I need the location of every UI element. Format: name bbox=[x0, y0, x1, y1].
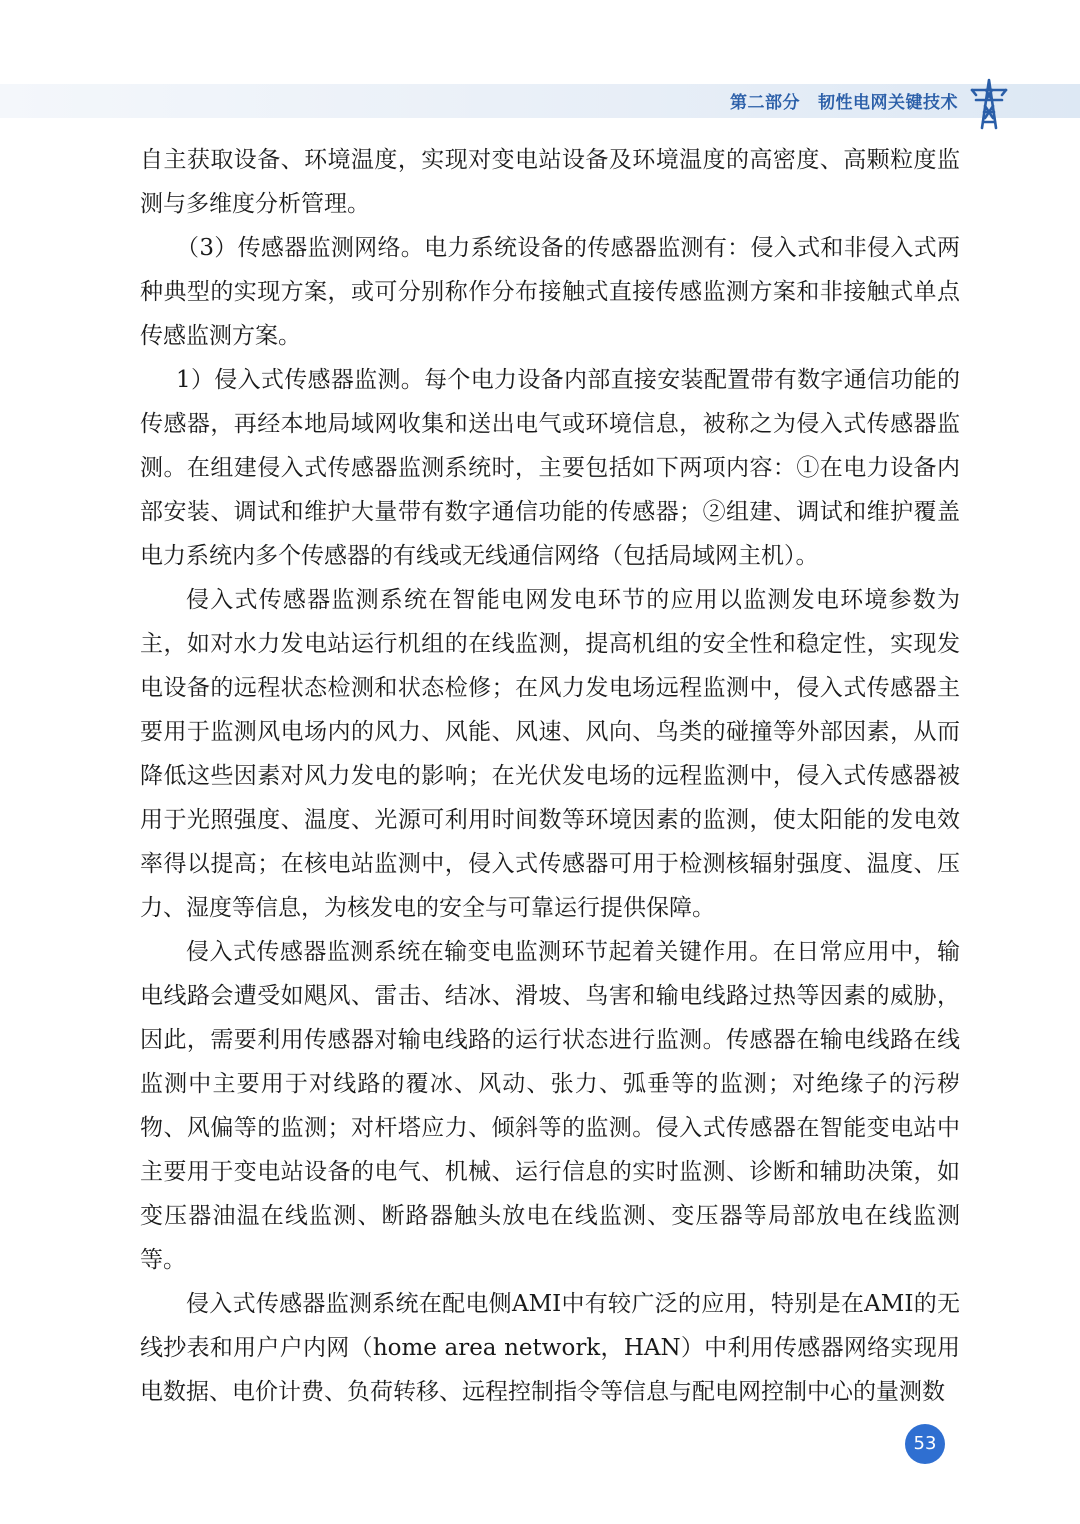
paragraph-sensor-network: （3）传感器监测网络。电力系统设备的传感器监测有：侵入式和非侵入式两种典型的实现方案，或可分别称作分布接触式直接传感监测方案和非接触式单点传感监测方案。 bbox=[140, 235, 960, 349]
power-tower-icon bbox=[966, 78, 1012, 130]
page-number-badge: 53 bbox=[905, 1424, 945, 1464]
running-header bbox=[730, 90, 958, 116]
paragraph-transmission: 侵入式传感器监测系统在输变电监测环节起着关键作用。在日常应用中，输电线路会遭受如飓风、雷击、结冰、滑坡、鸟害和输电线路过热等因素的威胁，因此，需要利用传感器对输电线路的运行状态进行监测。传感器在输电线路在线监测中主要用于对线路的覆冰、风动、张力、弧垂等的监测；对绝缘子的污秽物、风偏等的监测；对杆塔应力、倾斜等的监测。侵入式传感器在智能变电站中主要用于变电站设备的电气、机械、运行信息的实时监测、诊断和辅助决策，如变压器油温在线监测、断路器触头放电在线监测、变压器等局部放电在线监测等。 bbox=[140, 939, 960, 1273]
paragraph-continuation: 自主获取设备、环境温度，实现对变电站设备及环境温度的高密度、高颗粒度监测与多维度分析管理。 bbox=[140, 147, 960, 217]
header-part: 第二部分 bbox=[730, 93, 800, 113]
paragraph-generation: 侵入式传感器监测系统在智能电网发电环节的应用以监测发电环境参数为主，如对水力发电站运行机组的在线监测，提高机组的安全性和稳定性，实现发电设备的远程状态检测和状态检修；在风力发电场远程监测中，侵入式传感器主要用于监测风电场内的风力、风能、风速、风向、鸟类的碰撞等外部因素，从而降低这些因素对风力发电的影响；在光伏发电场的远程监测中，侵入式传感器被用于光照强度、温度、光源可利用时间数等环境因素的监测，使太阳能的发电效率得以提高；在核电站监测中，侵入式传感器可用于检测核辐射强度、温度、压力、湿度等信息，为核发电的安全与可靠运行提供保障。 bbox=[140, 587, 960, 921]
page-body bbox=[140, 138, 960, 1414]
paragraph-distribution: 侵入式传感器监测系统在配电侧AMI中有较广泛的应用，特别是在AMI的无线抄表和用户户内网（home area network，HAN）中利用传感器网络实现用电数据、电价计费、负荷转移、远程控制指令等信息与配电网控制中心的量测数 bbox=[140, 1291, 960, 1405]
header-section: 韧性电网关键技术 bbox=[818, 93, 958, 113]
paragraph-intrusive-sensor: 1）侵入式传感器监测。每个电力设备内部直接安装配置带有数字通信功能的传感器，再经本地局域网收集和送出电气或环境信息，被称之为侵入式传感器监测。在组建侵入式传感器监测系统时，主要包括如下两项内容：①在电力设备内部安装、调试和维护大量带有数字通信功能的传感器；②组建、调试和维护覆盖电力系统内多个传感器的有线或无线通信网络（包括局域网主机）。 bbox=[140, 367, 960, 569]
